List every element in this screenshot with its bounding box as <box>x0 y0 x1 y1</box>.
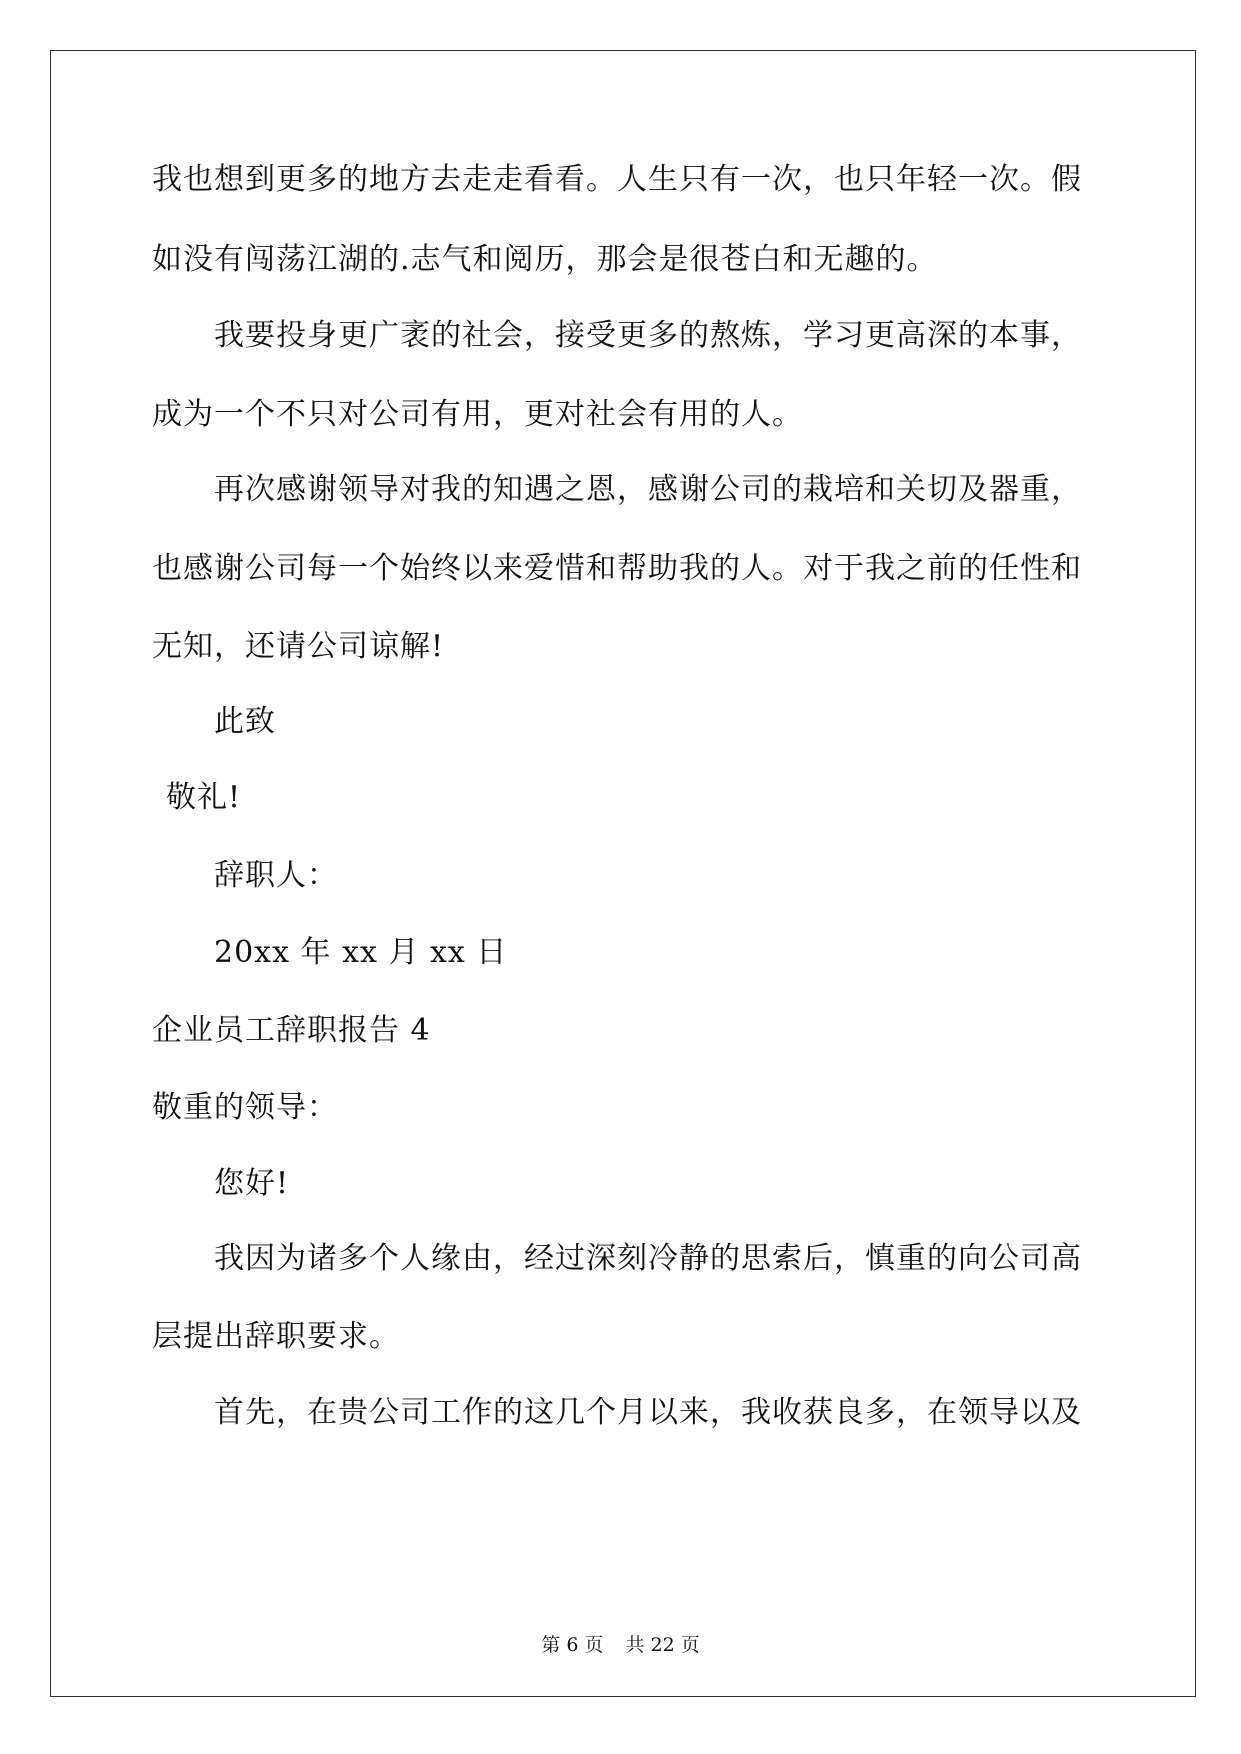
date-line: 20xx 年 xx 月 xx 日 <box>214 935 508 970</box>
closing-phrase: 此致 <box>214 704 276 739</box>
page-number: 第 6 页 <box>541 1634 604 1656</box>
text-line: 我因为诸多个人缘由，经过深刻冷静的思索后，慎重的向公司高 <box>214 1241 1082 1276</box>
salutation: 敬礼! <box>166 780 242 815</box>
signature-label: 辞职人： <box>214 858 338 893</box>
greeting: 您好! <box>214 1166 290 1201</box>
text-line: 层提出辞职要求。 <box>152 1319 400 1354</box>
text-line: 成为一个不只对公司有用，更对社会有用的人。 <box>152 397 803 432</box>
text-line: 我要投身更广袤的社会，接受更多的熬炼，学习更高深的本事， <box>214 318 1082 353</box>
text-line: 无知，还请公司谅解! <box>152 629 445 664</box>
text-line: 我也想到更多的地方去走走看看。人生只有一次，也只年轻一次。假 <box>152 162 1082 197</box>
text-line: 也感谢公司每一个始终以来爱惜和帮助我的人。对于我之前的任性和 <box>152 551 1082 586</box>
page-footer <box>0 1630 1241 1657</box>
section-title: 企业员工辞职报告 4 <box>152 1013 431 1048</box>
greeting-recipient: 敬重的领导： <box>152 1090 338 1125</box>
text-line: 如没有闯荡江湖的.志气和阅历，那会是很苍白和无趣的。 <box>152 242 938 277</box>
page-total: 共 22 页 <box>625 1634 700 1656</box>
text-line: 再次感谢领导对我的知遇之恩，感谢公司的栽培和关切及器重， <box>214 472 1082 507</box>
text-line: 首先，在贵公司工作的这几个月以来，我收获良多，在领导以及 <box>214 1395 1082 1430</box>
